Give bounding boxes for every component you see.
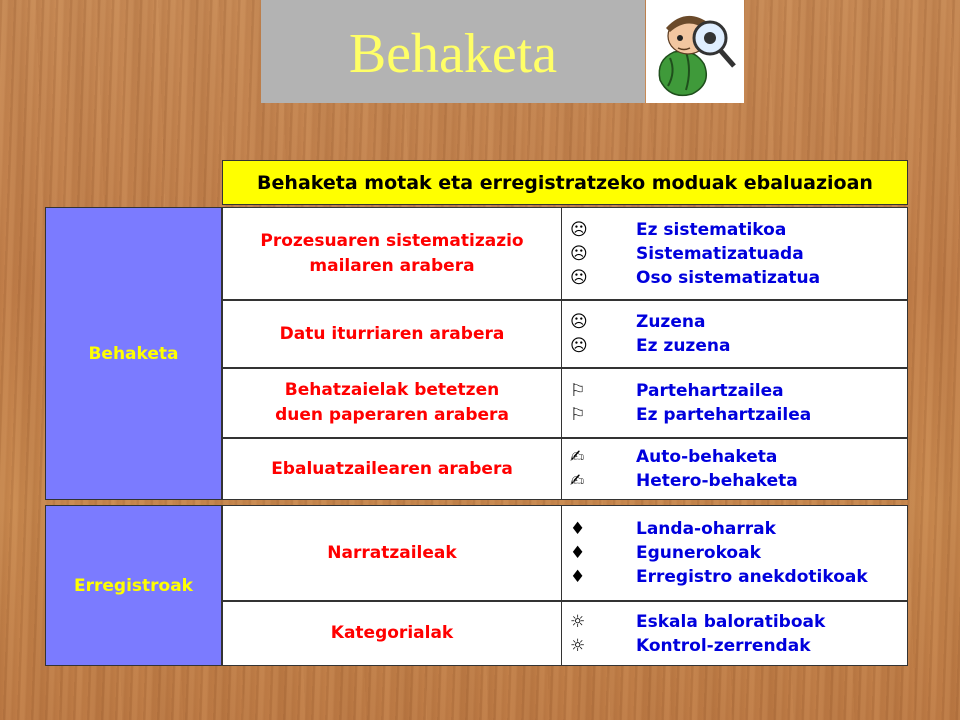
criterion-cell (223, 369, 562, 437)
criterion-cell (223, 301, 562, 367)
item-text: Egunerokoak (636, 543, 761, 563)
criterion-text: Kategorialak (330, 623, 454, 643)
section-label: Behaketa (88, 343, 179, 364)
detective-icon (646, 0, 744, 103)
item-text: Kontrol-zerrendak (636, 635, 811, 656)
item-text: Ez sistematikoa (636, 219, 787, 240)
list-item (570, 379, 907, 403)
table-row (222, 601, 908, 666)
items-cell (562, 602, 907, 665)
criterion-text: Ebaluatzailearen arabera (271, 458, 513, 479)
neutral-face-icon: ☹ (570, 267, 588, 288)
criterion-cell (223, 208, 562, 299)
drop-icon: ♦ (570, 567, 586, 587)
item-text: Partehartzailea (636, 381, 784, 401)
sun-icon: ☼ (570, 635, 586, 656)
list-item (570, 565, 907, 589)
item-text: Ez partehartzailea (636, 405, 812, 425)
list-item (570, 266, 907, 290)
sun-icon: ☼ (570, 611, 586, 632)
table-row (222, 438, 908, 500)
item-text: Ez zuzena (636, 336, 731, 356)
table-row (222, 505, 908, 601)
item-text: Auto-behaketa (636, 447, 778, 467)
section-label: Erregistroak (74, 575, 193, 596)
items-cell (562, 506, 907, 600)
item-text: Oso sistematizatua (636, 267, 821, 288)
drop-icon: ♦ (570, 519, 586, 539)
item-text: Landa-oharrak (636, 519, 776, 539)
sad-face-icon: ☹ (570, 336, 588, 356)
flag-icon: ⚐ (570, 405, 586, 425)
criterion-text: Narratzaileak (327, 542, 457, 563)
items-cell (562, 208, 907, 299)
detective-magnifier-image (646, 0, 744, 103)
criterion-cell (223, 506, 562, 600)
list-item (570, 242, 907, 266)
table-row (222, 207, 908, 300)
criterion-cell (223, 602, 562, 665)
list-item (570, 334, 907, 358)
item-text: Zuzena (636, 312, 706, 332)
drop-icon: ♦ (570, 543, 586, 563)
criterion-text: Datu iturriaren arabera (279, 323, 505, 344)
neutral-face-icon: ☹ (570, 219, 588, 240)
table-row (222, 300, 908, 368)
item-text: Eskala baloratiboak (636, 611, 826, 632)
table-header: Behaketa motak eta erregistratzeko moduak ebaluazioan (222, 160, 908, 205)
items-cell (562, 439, 907, 499)
criterion-text: Behatzaielak betetzen duen paperaren arabera (275, 380, 509, 425)
writing-hand-icon: ✍ (570, 471, 585, 491)
sad-face-icon: ☹ (570, 312, 588, 332)
criterion-text: Prozesuaren sistematizazio mailaren arabera (260, 230, 524, 276)
list-item (570, 469, 907, 493)
item-text: Hetero-behaketa (636, 471, 798, 491)
criterion-cell (223, 439, 562, 499)
items-cell (562, 369, 907, 437)
writing-hand-icon: ✍ (570, 447, 585, 467)
list-item (570, 517, 907, 541)
items-cell (562, 301, 907, 367)
list-item (570, 541, 907, 565)
item-text: Sistematizatuada (636, 243, 804, 264)
list-item (570, 310, 907, 334)
list-item (570, 403, 907, 427)
neutral-face-icon: ☹ (570, 243, 588, 264)
list-item (570, 610, 907, 634)
list-item (570, 634, 907, 658)
section-label-behaketa (45, 207, 222, 500)
title-banner (261, 0, 645, 103)
list-item (570, 445, 907, 469)
list-item (570, 218, 907, 242)
flag-icon: ⚐ (570, 381, 586, 401)
section-label-erregistroak (45, 505, 222, 666)
item-text: Erregistro anekdotikoak (636, 567, 868, 587)
slide-title: Behaketa (348, 23, 558, 85)
table-row (222, 368, 908, 438)
